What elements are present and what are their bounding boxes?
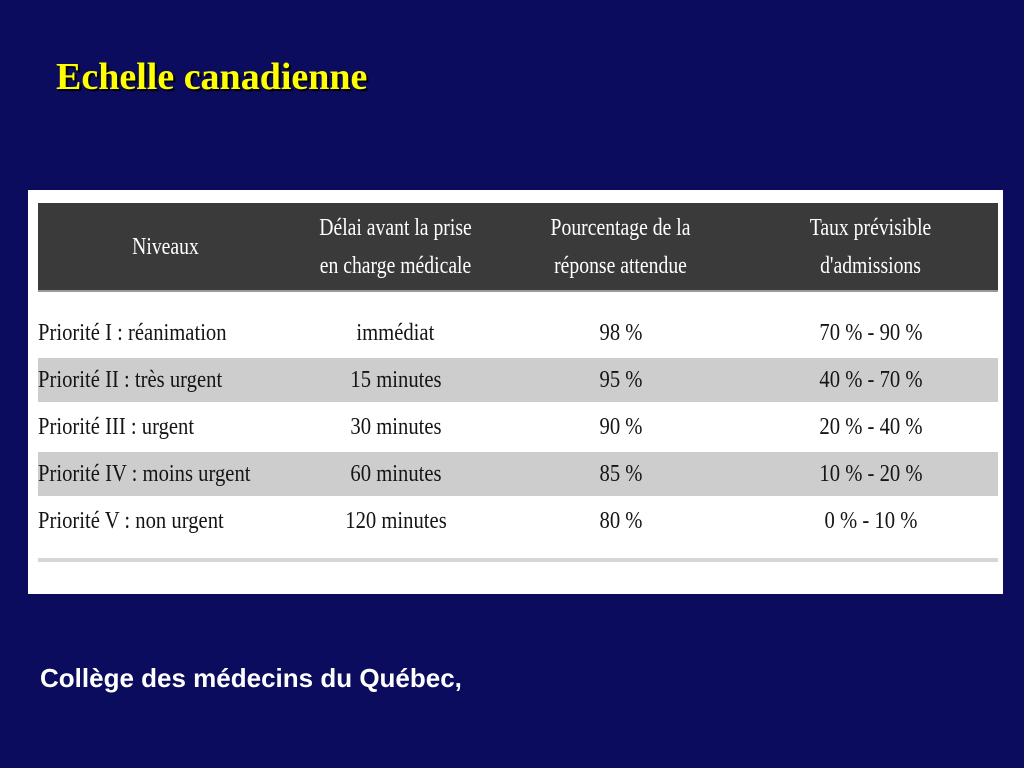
header-delay (293, 203, 498, 291)
cell-admission: 20 % - 40 % (818, 413, 923, 440)
table-bottom-rule (38, 558, 998, 562)
cell-admission: 0 % - 10 % (824, 507, 917, 534)
cell-response: 95 % (498, 358, 743, 402)
cell-level: Priorité II : très urgent (38, 358, 293, 402)
cell-delay: immédiat (356, 319, 435, 346)
cell-level: Priorité III : urgent (38, 413, 195, 440)
table-row-priority-3 (38, 402, 998, 452)
cell-delay: 30 minutes (349, 413, 442, 440)
header-response-line-2: réponse attendue (554, 252, 687, 279)
header-delay-line-2: en charge médicale (319, 252, 472, 279)
cell-delay: 60 minutes (293, 452, 498, 496)
cell-response: 90 % (599, 413, 642, 440)
header-admission-line-2: d'admissions (820, 252, 921, 279)
header-response-line-1: Pourcentage de la (550, 214, 691, 241)
cell-delay: 120 minutes (344, 507, 447, 534)
header-admission-rate (743, 203, 998, 291)
table-row-priority-5 (38, 496, 998, 546)
table-image-panel (28, 190, 1003, 594)
cell-response: 98 % (599, 319, 642, 346)
table-row-priority-2 (38, 358, 998, 402)
cell-admission: 10 % - 20 % (743, 452, 998, 496)
cell-level: Priorité V : non urgent (38, 507, 224, 534)
cell-admission: 40 % - 70 % (743, 358, 998, 402)
cell-delay: 15 minutes (293, 358, 498, 402)
cell-response: 80 % (599, 507, 642, 534)
triage-scale-table (38, 203, 998, 546)
header-response-percentage (498, 203, 743, 291)
header-admission-line-1: Taux prévisible (809, 214, 932, 241)
table-spacer-row (38, 291, 998, 308)
cell-response: 85 % (498, 452, 743, 496)
table-header-row (38, 203, 998, 291)
cell-level: Priorité I : réanimation (38, 319, 227, 346)
header-delay-line-1: Délai avant la prise (319, 214, 472, 241)
cell-level: Priorité IV : moins urgent (38, 452, 293, 496)
slide-title: Echelle canadienne (56, 56, 368, 98)
header-levels (38, 203, 293, 291)
table-row-priority-1 (38, 308, 998, 358)
header-levels-line-1: Niveaux (132, 233, 199, 260)
cell-admission: 70 % - 90 % (818, 319, 923, 346)
table-row-priority-4 (38, 452, 998, 496)
source-caption: Collège des médecins du Québec, (40, 663, 462, 693)
